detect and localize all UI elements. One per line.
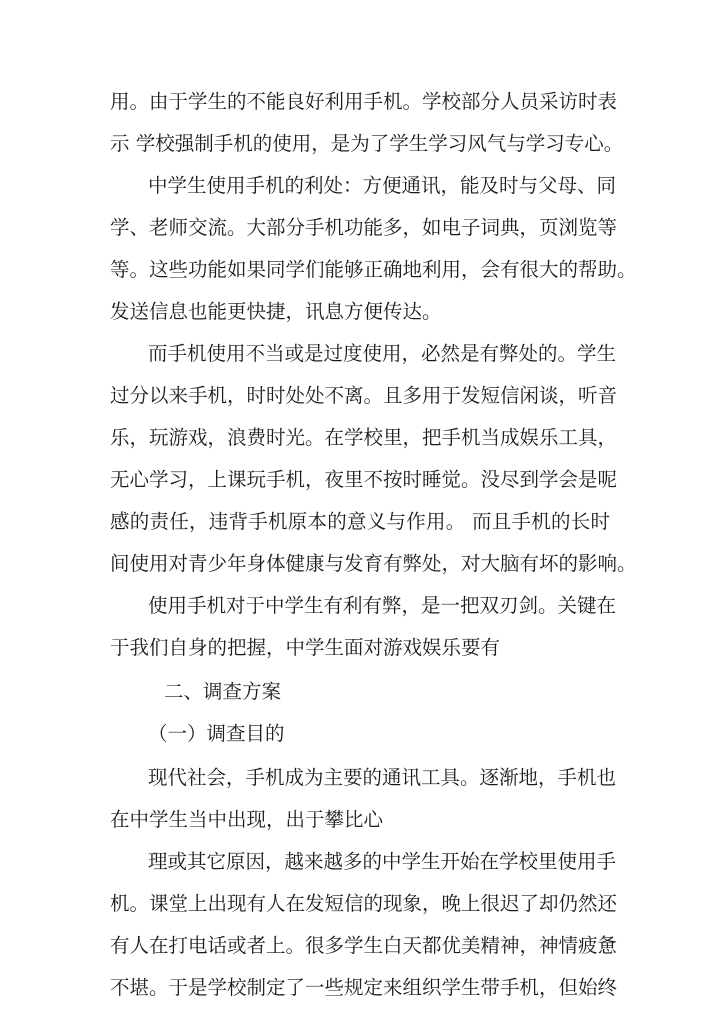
subsection-heading: （一）调查目的 — [148, 722, 285, 745]
text-line-17: 现代社会，手机成为主要的通讯工具。逐渐地，手机也 — [148, 766, 617, 789]
text-line-1: 用。由于学生的不能良好利用手机。学校部分人员采访时表 — [110, 90, 618, 113]
text-line-11: 感的责任，违背手机原本的意义与作用。 而且手机的长时 — [110, 510, 610, 533]
text-line-19: 理或其它原因，越来越多的中学生开始在学校里使用手 — [148, 850, 617, 873]
text-line-3: 中学生使用手机的利处：方便通讯，能及时与父母、同 — [148, 174, 617, 197]
text-line-21: 有人在打电话或者上。很多学生白天都优美精神，神情疲惫 — [110, 934, 618, 957]
text-line-5: 等。这些功能如果同学们能够正确地利用，会有很大的帮助。 — [110, 258, 637, 281]
text-line-14: 于我们自身的把握，中学生面对游戏娱乐要有 — [110, 636, 501, 659]
text-line-4: 学、老师交流。大部分手机功能多，如电子词典，页浏览等 — [110, 216, 618, 239]
text-line-9: 乐，玩游戏，浪费时光。在学校里，把手机当成娱乐工具， — [110, 426, 618, 449]
text-line-7: 而手机使用不当或是过度使用，必然是有弊处的。学生 — [148, 342, 617, 365]
text-line-10: 无心学习，上课玩手机，夜里不按时睡觉。没尽到学会是呢 — [110, 468, 618, 491]
text-line-20: 机。课堂上出现有人在发短信的现象，晚上很迟了却仍然还 — [110, 892, 618, 915]
text-line-18: 在中学生当中出现，出于攀比心 — [110, 808, 384, 831]
section-heading: 二、调查方案 — [164, 680, 282, 703]
text-line-12: 间使用对青少年身体健康与发育有弊处，对大脑有坏的影响。 — [110, 552, 637, 575]
text-line-2: 示 学校强制手机的使用，是为了学生学习风气与学习专心。 — [110, 132, 624, 155]
text-line-8: 过分以来手机，时时处处不离。且多用于发短信闲谈，听音 — [110, 384, 618, 407]
text-line-13: 使用手机对于中学生有利有弊，是一把双刃剑。关键在 — [148, 594, 617, 617]
text-line-6: 发送信息也能更快捷，讯息方便传达。 — [110, 300, 442, 323]
text-line-22: 不堪。于是学校制定了一些规定来组织学生带手机，但始终 — [110, 976, 618, 999]
